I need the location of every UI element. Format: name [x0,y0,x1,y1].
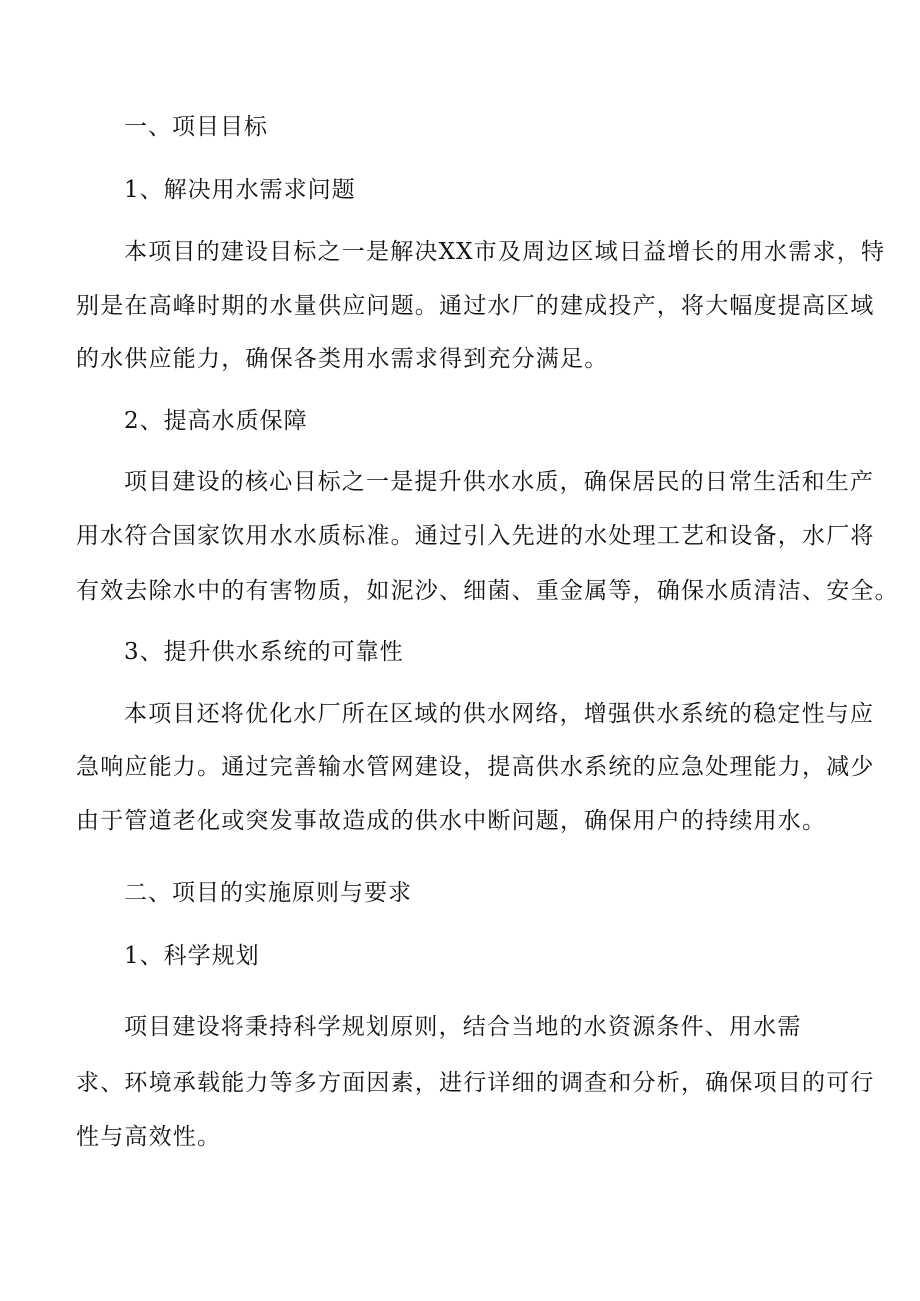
item-2-1-line-3: 性与高效性。 [76,1124,222,1150]
item-2-1-line-1: 项目建设将秉持科学规划原则，结合当地的水资源条件、用水需 [124,1014,802,1040]
item-1-1-line-2: 别是在高峰时期的水量供应问题。通过水厂的建成投产，将大幅度提高区域 [76,293,875,319]
item-1-2-line-1: 项目建设的核心目标之一是提升供水水质，确保居民的日常生活和生产 [124,469,875,495]
item-1-1-line-1: 本项目的建设目标之一是解决XX市及周边区域日益增长的用水需求，特 [124,239,886,265]
item-1-1-title: 1、解决用水需求问题 [124,177,356,203]
item-1-3-line-1: 本项目还将优化水厂所在区域的供水网络，增强供水系统的稳定性与应 [124,701,875,727]
section-1-title: 一、项目目标 [124,114,268,140]
item-2-1-line-2: 求、环境承载能力等多方面因素，进行详细的调查和分析，确保项目的可行 [76,1070,875,1096]
item-1-2-line-2: 用水符合国家饮用水水质标准。通过引入先进的水处理工艺和设备，水厂将 [76,523,875,549]
item-1-3-line-3: 由于管道老化或突发事故造成的供水中断问题，确保用户的持续用水。 [76,808,827,834]
item-1-3-line-2: 急响应能力。通过完善输水管网建设，提高供水系统的应急处理能力，减少 [76,754,875,780]
item-1-2-line-3: 有效去除水中的有害物质，如泥沙、细菌、重金属等，确保水质清洁、安全。 [76,578,899,604]
item-2-1-title: 1、科学规划 [124,943,260,969]
item-1-3-title: 3、提升供水系统的可靠性 [124,639,404,665]
section-2-title: 二、项目的实施原则与要求 [124,880,412,906]
item-1-1-line-3: 的水供应能力，确保各类用水需求得到充分满足。 [76,346,609,372]
item-1-2-title: 2、提高水质保障 [124,408,308,434]
